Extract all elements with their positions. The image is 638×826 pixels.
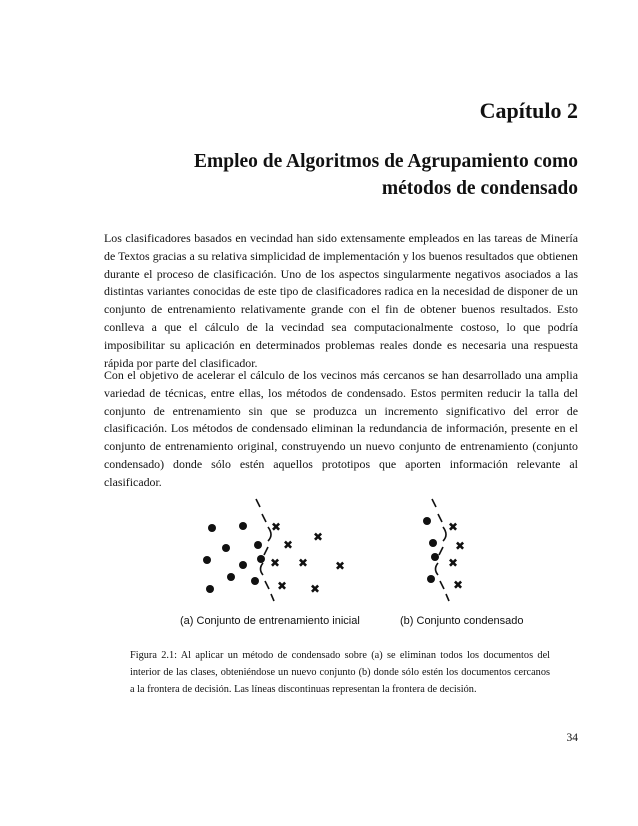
svg-text:✖: ✖	[270, 520, 282, 534]
class-crosses-a	[270, 520, 345, 596]
chapter-title-line1: Empleo de Algoritmos de Agrupamiento como	[193, 151, 578, 172]
chapter-title-line2: métodos de condensado	[381, 178, 578, 199]
svg-text:✖: ✖	[297, 556, 309, 570]
svg-text:✖: ✖	[334, 559, 346, 573]
svg-text:✖: ✖	[309, 582, 321, 596]
paragraph-2: Con el objetivo de acelerar el cálculo de los vecinos más cercanos se han desarrollado una amplia variedad de técnicas, entre ellas, los métodos de condensado. Estos permiten reducir la talla del conjunto de entrenamiento sin que se produzca un incremento significativo del error de clasificación. Los métodos de condensado eliminan la redundancia de información, presente en el conjunto de entrenamiento original, construyendo un nuevo conjunto de entrenamiento (conjunto condensado) donde sólo estén aquellos prototipos que aporten información relevante al clasificador.	[104, 368, 578, 489]
svg-text:✖: ✖	[276, 579, 288, 593]
page-number: 34	[566, 732, 578, 744]
decision-boundary-b	[432, 499, 449, 601]
figure-a-scatter	[195, 497, 370, 605]
svg-text:✖: ✖	[269, 556, 281, 570]
figure-subcaption-a: (a) Conjunto de entrenamiento inicial	[180, 615, 360, 627]
decision-boundary-a	[256, 499, 274, 601]
figure-subcaption-b: (b) Conjunto condensado	[400, 615, 524, 627]
svg-text:✖: ✖	[454, 539, 466, 553]
svg-text:✖: ✖	[452, 578, 464, 592]
figure-caption: Figura 2.1: Al aplicar un método de condensado sobre (a) se eliminan todos los documentos del interior de las clases, obteniéndose un nuevo conjunto (b) donde sólo estén los documentos cercanos a la frontera de decisión. Las líneas discontinuas representan la frontera de decisión.	[130, 650, 550, 696]
class-crosses-b	[448, 520, 465, 592]
figure-b-scatter	[408, 497, 468, 605]
svg-text:✖: ✖	[312, 530, 324, 544]
chapter-label: Capítulo 2	[479, 98, 578, 123]
svg-text:✖: ✖	[282, 538, 294, 552]
svg-text:✖: ✖	[447, 520, 459, 534]
svg-text:✖: ✖	[447, 556, 459, 570]
chapter-title	[100, 148, 578, 202]
class-dots-a	[203, 522, 265, 593]
paragraph-1: Los clasificadores basados en vecindad han sido extensamente empleados en las tareas de Minería de Textos gracias a su relativa simplicidad de implementación y los buenos resultados que obtienen durante el proceso de clasificación. Uno de los aspectos singularmente negativos asociados a las distintas variantes conocidas de este tipo de clasificadores radica en la necesidad de disponer de un conjunto de entrenamiento relativamente grande con el fin de obtener buenos resultados. Esto conlleva a que el cálculo de la vecindad sea computacionalmente costoso, lo que podría imposibilitar su aplicación en determinados problemas reales donde es necesaria una respuesta rápida por parte del clasificador.	[104, 231, 578, 370]
